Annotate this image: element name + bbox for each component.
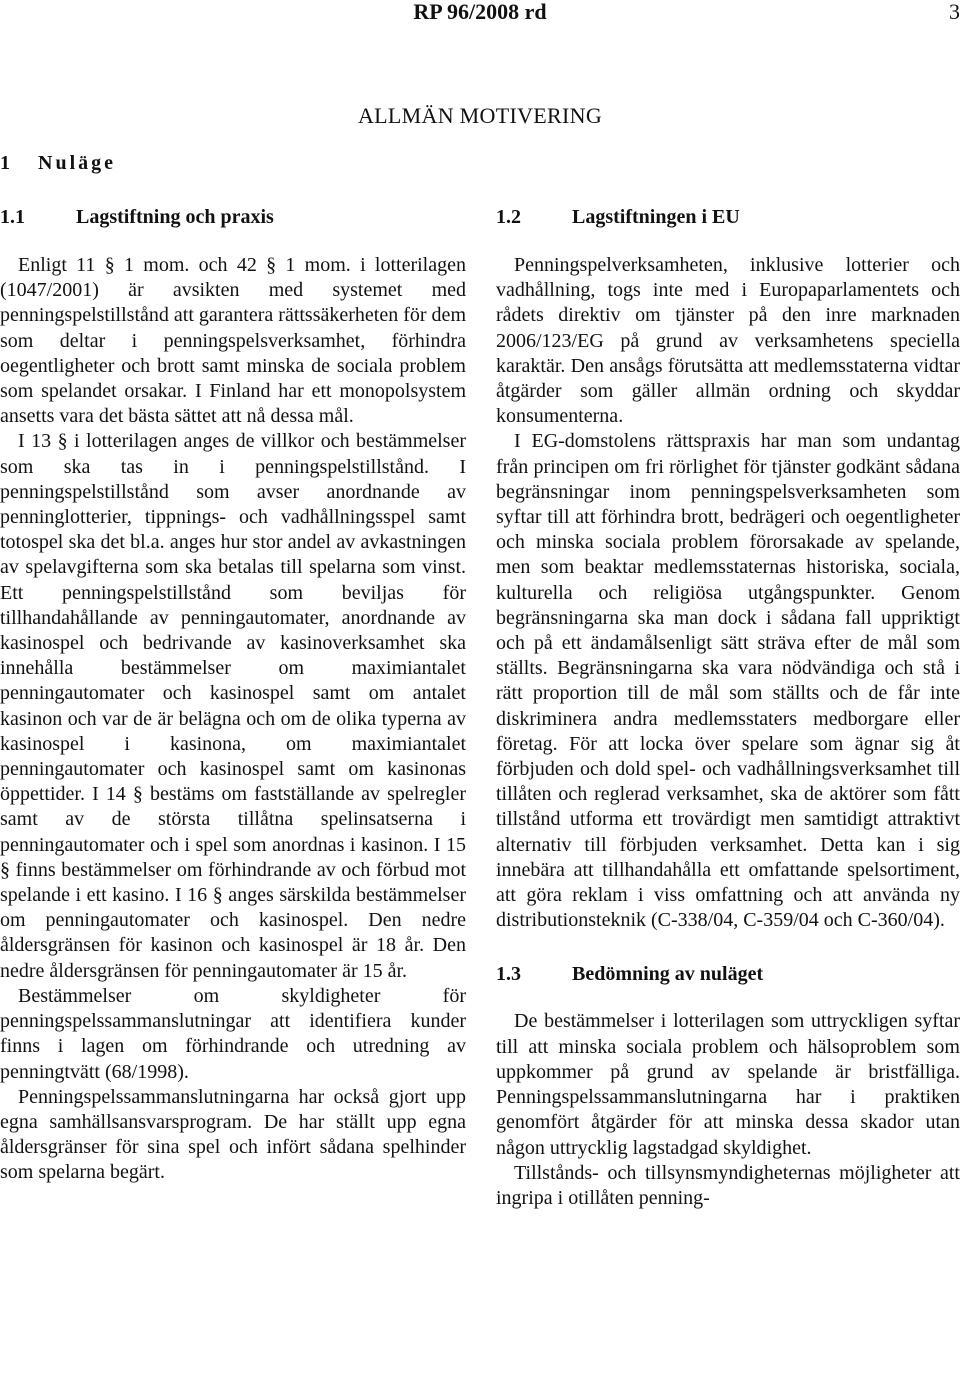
- heading-number: 1.2: [496, 206, 521, 228]
- paragraph: I EG-domstolens rättspraxis har man som undantag från principen om fri rörlighet för tjänster godkänt sådana begränsningar inom penningspelsverksamheten som syftar till att förhindra brott, bedrägeri och oegentligheter och minska sociala problem förorsakade av spelande, men som beaktar medlemsstaternas historiska, sociala, kulturella och religiösa utgångspunkter. Genom begränsningarna ska man dock i sådana fall uppriktigt och på ett ändamålsenligt sätt sträva efter de mål som ställts. Begränsningarna ska vara nödvändiga och stå i rätt proportion till de mål som ställts och de får inte diskriminera andra medlemsstaters medborgare eller företag. För att locka över spelare som ägnar sig åt förbjuden och dold spel- och vadhållningsverksamhet till tillåten och reglerad verksamhet, ska de aktörer som fått tillstånd utforma ett trovärdigt men samtidigt attraktivt alternativ till förbjuden verksamhet. Detta kan i sig innebära att tillhandahålla ett omfattande spelsortiment, att göra reklam i viss omfattning och att använda ny distributionsteknik (C-338/04, C-359/04 och C-360/04).: [496, 430, 960, 932]
- heading-text: Lagstiftning och praxis: [76, 206, 274, 228]
- section-title: ALLMÄN MOTIVERING: [357, 103, 603, 128]
- left-column: [0, 150, 466, 1186]
- heading-text: Nuläge: [38, 152, 116, 174]
- paragraph: Penningspelverksamheten, inklusive lotterier och vadhållning, togs inte med i Europaparlamentets och rådets direktiv om tjänster på den inre marknaden 2006/123/EG på grund av verksamhetens speciella karaktär. Den ansågs förutsätta att medlemsstaterna vidtar åtgärder som gäller allmän ordning och skyddar konsumenterna.: [496, 254, 960, 428]
- heading-text: Bedömning av nuläget: [572, 963, 764, 986]
- eu-body: [496, 253, 960, 933]
- document-id: RP 96/2008 rd: [413, 0, 547, 24]
- paragraph: Penningspelssammanslutningarna har också gjort upp egna samhällsansvarsprogram. De har ställt upp egna åldersgränser för sina spel och infört sådana spelhinder som spelarna begärt.: [0, 1085, 466, 1184]
- paragraph: Tillstånds- och tillsynsmyndigheternas möjligheter att ingripa i otillåten penning-: [496, 1161, 960, 1209]
- paragraph: I 13 § i lotterilagen anges de villkor och bestämmelser som ska tas in i penningspelstillstånd. I penningspelstillstånd som avser anordnande av penninglotterier, tippnings- och vadhållningsspel samt totospel ska det bl.a. anges hur stor andel av avkastningen av spelavgifterna som ska betalas till spelarna som vinst. Ett penningspelstillstånd som beviljas för tillhandahållande av penningautomater, anordnande av kasinospel och bedrivande av kasinoverksamhet ska innehålla bestämmelser om maximiantalet penningautomater och kasinospel samt om antalet kasinon och var de är belägna och om de olika typerna av kasinospel i kasinona, om maximiantalet penningautomater och kasinospel samt om kasinonas öppettider. I 14 § bestäms om fastställande av spelregler samt av de största tillåtna spelinsatserna i penningautomater och i spel som anordnas i kasinon. I 15 § finns bestämmelser om förhindrande av och förbud mot spelande i ett kasino. I 16 § anges särskilda bestämmelser om penningautomater och kasinospel. Den nedre åldersgränsen för kasinon och kasinospel är 18 år. Den nedre åldersgränsen för penningautomater är 15 år.: [0, 430, 466, 982]
- paragraph: Bestämmelser om skyldigheter för penningspelssammanslutningar att identifiera kunder finns i lagen om förhindrande och utredning av penningtvätt (68/1998).: [0, 984, 466, 1083]
- page-header: [0, 0, 960, 36]
- page-number: 3: [949, 0, 960, 24]
- heading-lagstiftning-och-praxis: [0, 204, 466, 230]
- heading-lagstiftningen-i-eu: [496, 204, 960, 230]
- heading-bedomning-av-nulaget: [496, 961, 960, 987]
- heading-text: Lagstiftningen i EU: [572, 206, 740, 228]
- paragraph: Enligt 11 § 1 mom. och 42 § 1 mom. i lotterilagen (1047/2001) är avsikten med systemet med penningspelstillstånd att garantera rättssäkerheten för dem som deltar i penningspelsverksamhet, förhindra oegentligheter och brott samt minska de sociala problem som spelandet orsakar. I Finland har ett monopolsystem ansetts vara det bästa sättet att nå dessa mål.: [0, 254, 466, 428]
- heading-number: 1.3: [496, 963, 521, 986]
- right-column: [496, 150, 960, 1211]
- heading-number: 1: [0, 152, 10, 174]
- paragraph: De bestämmelser i lotterilagen som uttryckligen syftar till att minska sociala problem och hälsoproblem som uppkommer på grund av spelande är bristfälliga. Penningspelssammanslutningarna har i praktiken genomfört åtgärder för att minska dessa skador utan någon uttrycklig lagstadgad skyldighet.: [496, 1010, 960, 1159]
- heading-number: 1.1: [0, 206, 25, 228]
- left-body: [0, 253, 466, 1186]
- evaluation-body: [496, 1009, 960, 1211]
- heading-nulage: [0, 150, 466, 176]
